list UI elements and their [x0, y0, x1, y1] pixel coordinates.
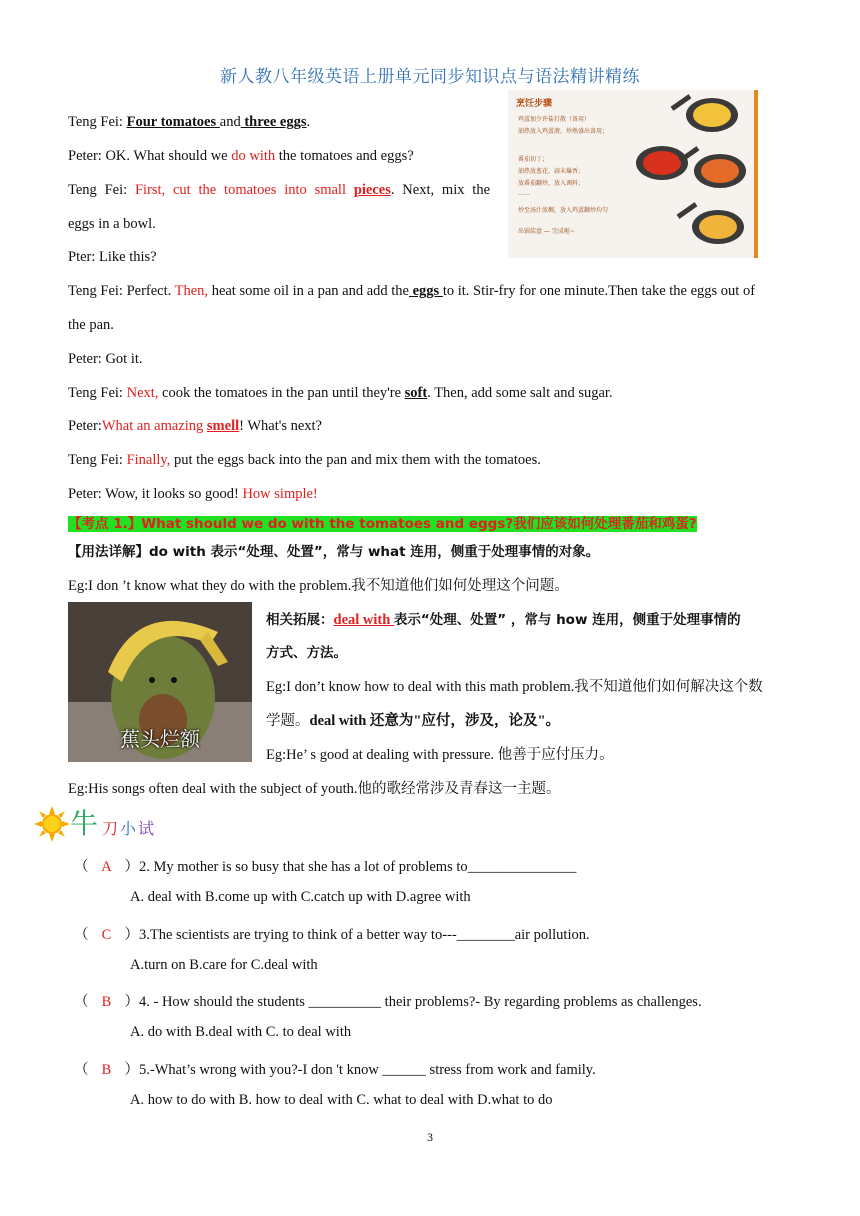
recipe-step: ……	[518, 190, 530, 197]
extension-note-cont: 方式、方法。	[266, 645, 347, 661]
quiz-answer: C	[101, 927, 112, 943]
page-number: 3	[427, 1130, 433, 1144]
dialogue-line: Teng Fei: Perfect. Then, heat some oil in a pan and add the eggs to it. Stir-fry for one minute.Then take the eggs out of	[68, 283, 756, 299]
dialogue-line: the pan.	[68, 317, 114, 333]
example-sentence: Eg:He’ s good at dealing with pressure. 他善于应付压力。	[266, 747, 614, 763]
quiz-question: （ B ）4. - How should the students __________ their problems?- By regarding problems as challenges.	[74, 994, 702, 1010]
extension-note: 相关拓展：deal with 表示“处理、处置” ，常与 how 连用，侧重于处理事情的	[266, 612, 741, 628]
key-point-heading: 【考点 1.】What should we do with the tomatoes and eggs?我们应该如何处理番茄和鸡蛋?	[68, 516, 697, 532]
example-sentence: Eg:I don ’t know what they do with the problem.我不知道他们如何处理这个问题。	[68, 578, 569, 594]
pan-eggs-illustration	[686, 98, 738, 132]
recipe-step: 出锅装盘 — 完成啦~	[518, 228, 575, 235]
page-title: 新人教八年级英语上册单元同步知识点与语法精讲精练	[220, 67, 640, 87]
recipe-step: 炒至汤汁浓稠，放入鸡蛋翻炒均匀	[518, 207, 609, 214]
pan-tomatoes-illustration	[636, 146, 688, 180]
dialogue-line: eggs in a bowl.	[68, 216, 156, 232]
quiz-options: A. do with B.deal with C. to deal with	[130, 1024, 352, 1040]
pan-mixed-illustration	[694, 154, 746, 188]
dialogue-line: Pter: Like this?	[68, 249, 157, 265]
recipe-step: 番茄切丁；	[518, 156, 549, 163]
recipe-steps-image	[508, 90, 758, 258]
section-title-char: 刀	[102, 819, 119, 838]
example-sentence: Eg:I don’t know how to deal with this math problem.我不知道他们如何解决这个数	[266, 679, 763, 695]
avocado-banana-photo	[68, 602, 252, 762]
dialogue-line: Peter: Wow, it looks so good! How simple!	[68, 486, 318, 502]
dialogue-line: Peter: OK. What should we do with the tomatoes and eggs?	[68, 148, 414, 164]
quiz-answer: B	[101, 994, 112, 1010]
dialogue-line: Teng Fei: First, cut the tomatoes into small pieces. Next, mix the	[68, 182, 490, 198]
dialogue-line: Teng Fei: Four tomatoes and three eggs.	[68, 114, 311, 130]
section-title-char: 小	[120, 819, 137, 838]
dialogue-line: Teng Fei: Next, cook the tomatoes in the pan until they're soft. Then, add some salt and sugar.	[68, 385, 613, 401]
quiz-question: （ C ）3.The scientists are trying to think of a better way to---________air pollution.	[74, 927, 590, 943]
quiz-question: （ A ）2. My mother is so busy that she has a lot of problems to_______________	[74, 859, 577, 875]
quiz-answer: A	[101, 859, 112, 875]
quiz-options: A.turn on B.care for C.deal with	[130, 957, 318, 973]
recipe-step: 油热放葱花、蒜末爆香；	[518, 168, 585, 175]
dialogue-line: Teng Fei: Finally, put the eggs back into the pan and mix them with the tomatoes.	[68, 452, 541, 468]
section-title-char: 牛	[70, 807, 99, 840]
pan-final-illustration	[692, 210, 744, 244]
usage-explanation: 【用法详解】do with 表示“处理、处置”，常与 what 连用，侧重于处理事情的对象。	[68, 544, 600, 560]
recipe-step: 油热放入鸡蛋液，炒熟盛出备用；	[518, 128, 609, 135]
section-title-char: 试	[138, 819, 155, 838]
dialogue-line: Peter:What an amazing smell! What's next?	[68, 418, 322, 434]
quiz-options: A. deal with B.come up with C.catch up with D.agree with	[130, 889, 471, 905]
photo-caption: 蕉头烂额	[120, 727, 200, 751]
recipe-step: 鸡蛋加少许盐打散（备用）	[518, 116, 591, 123]
dialogue-line: Peter: Got it.	[68, 351, 143, 367]
example-sentence: Eg:His songs often deal with the subject of youth.他的歌经常涉及青春这一主题。	[68, 781, 561, 797]
recipe-step: 放番茄翻炒，放入调料；	[518, 180, 585, 187]
quiz-question: （ B ）5.-What’s wrong with you?-I don 't know ______ stress from work and family.	[74, 1062, 596, 1078]
quiz-answer: B	[101, 1062, 112, 1078]
sun-icon	[34, 806, 70, 842]
recipe-steps-title: 烹饪步骤	[516, 99, 553, 109]
example-sentence-cont: 学题。deal with 还意为"应付，涉及，论及"。	[266, 713, 561, 729]
quiz-options: A. how to do with B. how to deal with C. what to deal with D.what to do	[130, 1092, 553, 1108]
